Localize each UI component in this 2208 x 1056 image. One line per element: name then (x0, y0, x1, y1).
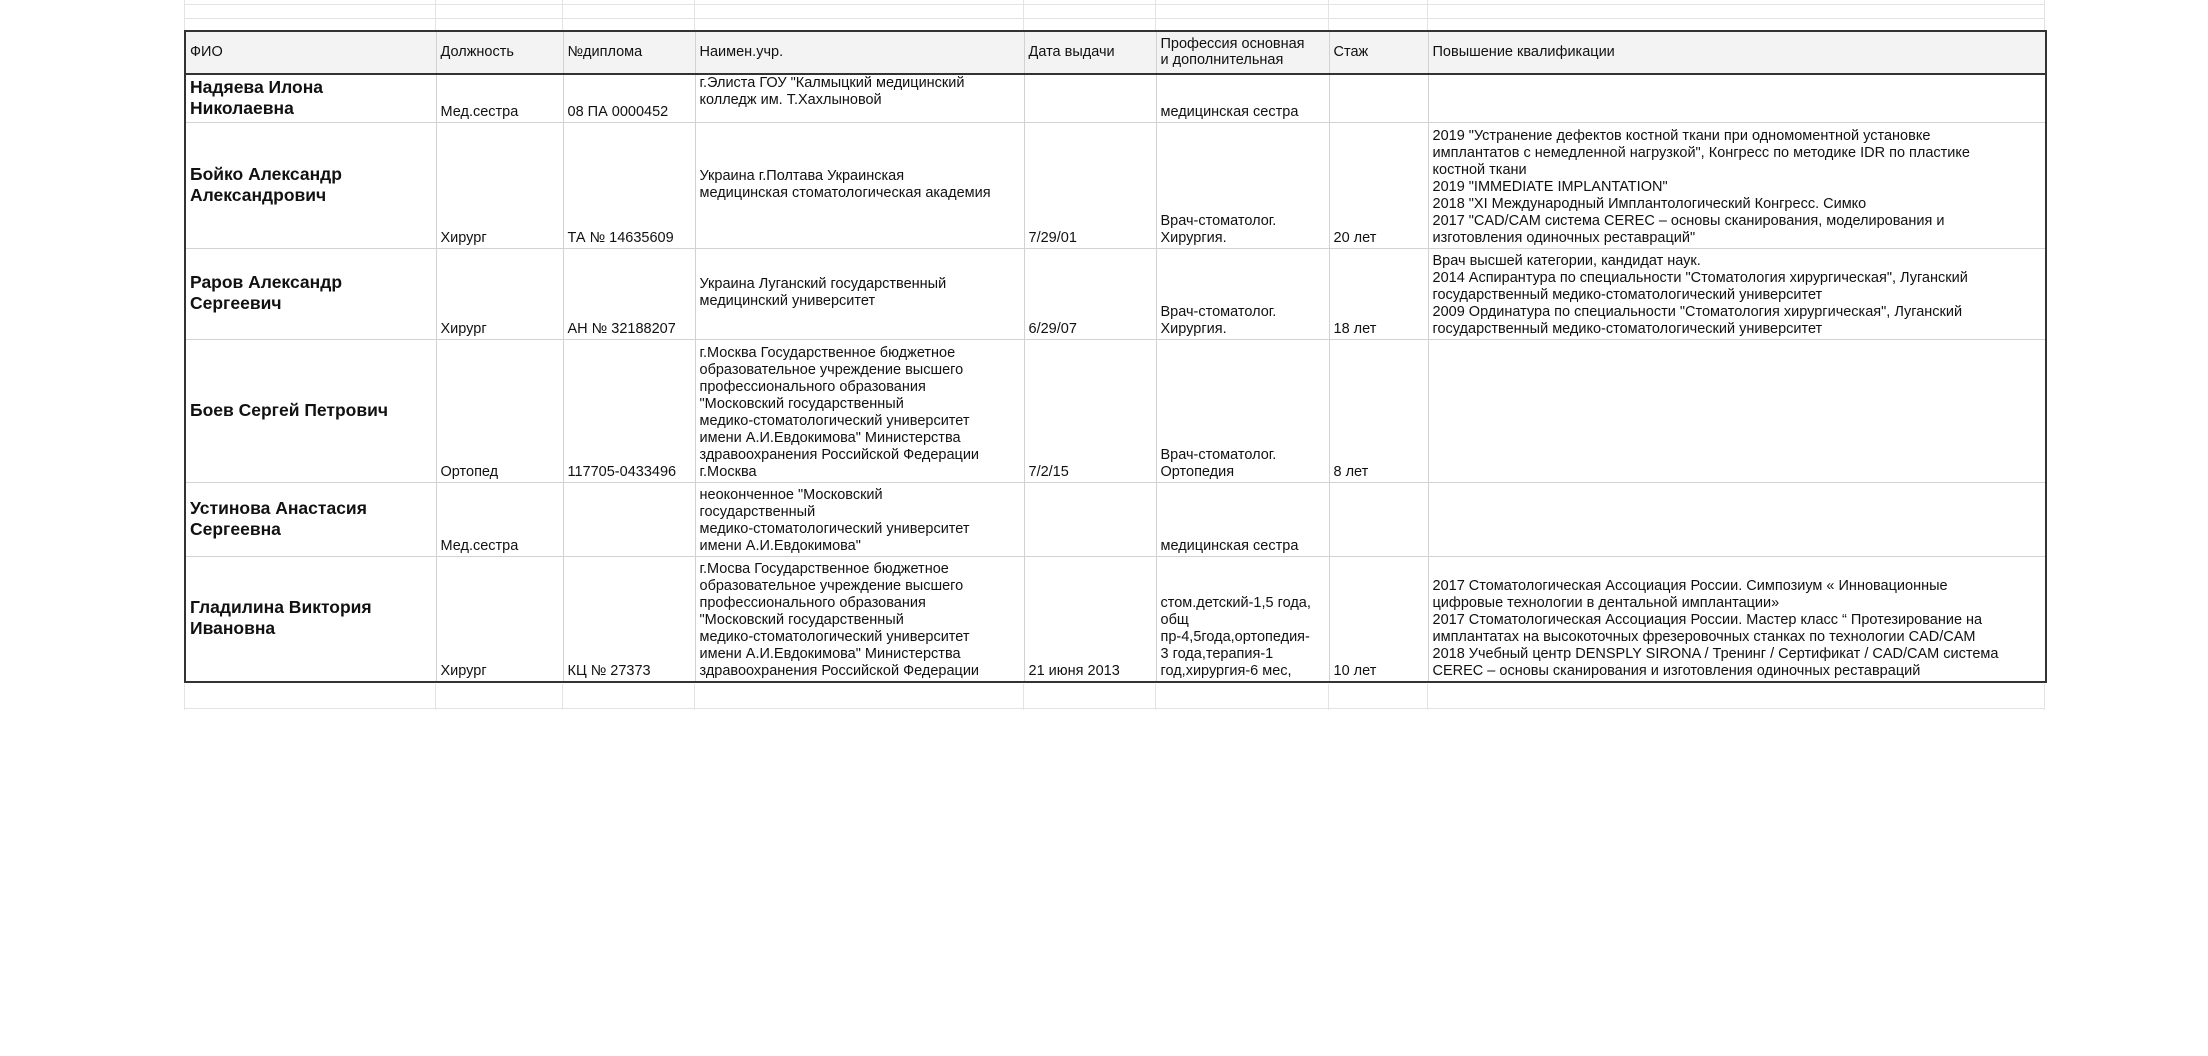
cell-profession[interactable]: стом.детский-1,5 года, общ пр-4,5года,ортопедия- 3 года,терапия-1 год,хирургия-6 мес, (1156, 556, 1329, 682)
column-guide (2044, 684, 2045, 710)
cell-issue-date[interactable] (1024, 74, 1156, 122)
column-guide (694, 684, 695, 710)
cell-diploma[interactable]: КЦ № 27373 (563, 556, 695, 682)
header-diploma[interactable]: №диплома (563, 31, 695, 74)
cell-diploma[interactable]: 08 ПА 0000452 (563, 74, 695, 122)
cell-profession[interactable]: медицинская сестра (1156, 482, 1329, 556)
column-guide (562, 0, 563, 30)
table-row (185, 482, 2046, 556)
column-guide (1328, 0, 1329, 30)
cell-qualification[interactable] (1428, 482, 2046, 556)
cell-diploma[interactable] (563, 482, 695, 556)
cell-qualification[interactable]: 2019 "Устранение дефектов костной ткани при одномоментной установке имплантатов с немедленной нагрузкой", Конгресс по методике IDR по пластике костной ткани 2019 "IMMEDIATE IMPLANTATION" 2018 "XI Международный Имплантологический Конгресс. Симко 2017 "CAD/CAM система CEREC – основы сканирования, моделирования и изготовления одиночных реставраций" (1428, 122, 2046, 248)
cell-qualification[interactable]: 2017 Стоматологическая Ассоциация России. Симпозиум « Инновационные цифровые технологии в дентальной имплантации» 2017 Стоматологическая Ассоциация России. Мастер класс “ Протезирование на имплантатах на высокоточных фрезеровочных станках по технологии CAD/CAM 2018 Учебный центр DENSPLY SIRONA / Тренинг / Сертификат / CAD/CAM система CEREC – основы сканирования и изготовления одиночных реставраций (1428, 556, 2046, 682)
cell-institution[interactable]: Украина Луганский государственный медицинский университет (695, 248, 1024, 339)
cell-diploma[interactable]: АН № 32188207 (563, 248, 695, 339)
staff-table (184, 30, 2047, 683)
cell-position[interactable]: Ортопед (436, 339, 563, 482)
cell-qualification[interactable] (1428, 74, 2046, 122)
cell-experience[interactable] (1329, 482, 1428, 556)
column-guide (184, 684, 185, 710)
cell-position[interactable]: Хирург (436, 556, 563, 682)
cell-issue-date[interactable] (1024, 482, 1156, 556)
cell-position[interactable]: Хирург (436, 248, 563, 339)
cell-institution[interactable]: Украина г.Полтава Украинская медицинская стоматологическая академия (695, 122, 1024, 248)
cell-institution[interactable]: г.Элиста ГОУ "Калмыцкий медицинский колледж им. Т.Хахлыновой (695, 74, 1024, 122)
column-guide (1023, 684, 1024, 710)
column-guide (694, 0, 695, 30)
cell-institution[interactable]: неоконченное "Московский государственный медико-стоматологический университет имени А.И.Евдокимова" (695, 482, 1024, 556)
cell-fio[interactable]: Боев Сергей Петрович (185, 339, 436, 482)
cell-diploma[interactable]: 117705-0433496 (563, 339, 695, 482)
column-guide (2044, 0, 2045, 30)
cell-qualification[interactable] (1428, 339, 2046, 482)
cell-experience[interactable]: 8 лет (1329, 339, 1428, 482)
column-guide (1427, 684, 1428, 710)
cell-fio[interactable]: Бойко Александр Александрович (185, 122, 436, 248)
column-guide (1155, 684, 1156, 710)
cell-fio[interactable]: Надяева Илона Николаевна (185, 74, 436, 122)
cell-position[interactable]: Хирург (436, 122, 563, 248)
cell-position[interactable]: Мед.сестра (436, 74, 563, 122)
cell-profession[interactable]: Врач-стоматолог. Ортопедия (1156, 339, 1329, 482)
table-row (185, 248, 2046, 339)
cell-position[interactable]: Мед.сестра (436, 482, 563, 556)
cell-issue-date[interactable]: 6/29/07 (1024, 248, 1156, 339)
cell-fio[interactable]: Раров Александр Сергеевич (185, 248, 436, 339)
header-experience[interactable]: Стаж (1329, 31, 1428, 74)
column-guide (1155, 0, 1156, 30)
header-fio[interactable]: ФИО (185, 31, 436, 74)
cell-institution[interactable]: г.Москва Государственное бюджетное образовательное учреждение высшего профессионального образования "Московский государственный медико-стоматологический университет имени А.И.Евдокимова" Министерства здравоохранения Российской Федерации г.Москва (695, 339, 1024, 482)
column-guide (1427, 0, 1428, 30)
cell-diploma[interactable]: ТА № 14635609 (563, 122, 695, 248)
cell-profession[interactable]: медицинская сестра (1156, 74, 1329, 122)
cell-issue-date[interactable]: 7/2/15 (1024, 339, 1156, 482)
cell-fio[interactable]: Устинова Анастасия Сергеевна (185, 482, 436, 556)
cell-issue-date[interactable]: 21 июня 2013 (1024, 556, 1156, 682)
header-institution[interactable]: Наимен.учр. (695, 31, 1024, 74)
cell-experience[interactable]: 18 лет (1329, 248, 1428, 339)
column-guide (184, 0, 185, 30)
column-guide (1328, 684, 1329, 710)
table-row (185, 122, 2046, 248)
header-profession[interactable]: Профессия основная и дополнительная (1156, 31, 1329, 74)
cell-issue-date[interactable]: 7/29/01 (1024, 122, 1156, 248)
column-guide (1023, 0, 1024, 30)
header-issue-date[interactable]: Дата выдачи (1024, 31, 1156, 74)
empty-row (184, 4, 2044, 5)
table-row (185, 74, 2046, 122)
empty-row (184, 708, 2044, 709)
cell-qualification[interactable]: Врач высшей категории, кандидат наук. 2014 Аспирантура по специальности "Стоматология хирургическая", Луганский государственный медико-стоматологический университет 2009 Ординатура по специальности "Стоматология хирургическая", Луганский государственный медико-стоматологический университет (1428, 248, 2046, 339)
header-row (185, 31, 2046, 74)
column-guide (435, 0, 436, 30)
cell-experience[interactable]: 20 лет (1329, 122, 1428, 248)
cell-institution[interactable]: г.Мосва Государственное бюджетное образовательное учреждение высшего профессионального образования "Московский государственный медико-стоматологический университет имени А.И.Евдокимова" Министерства здравоохранения Российской Федерации (695, 556, 1024, 682)
header-position[interactable]: Должность (436, 31, 563, 74)
table-row (185, 556, 2046, 682)
cell-experience[interactable]: 10 лет (1329, 556, 1428, 682)
cell-profession[interactable]: Врач-стоматолог. Хирургия. (1156, 122, 1329, 248)
cell-profession[interactable]: Врач-стоматолог. Хирургия. (1156, 248, 1329, 339)
column-guide (435, 684, 436, 710)
cell-experience[interactable] (1329, 74, 1428, 122)
cell-fio[interactable]: Гладилина Виктория Ивановна (185, 556, 436, 682)
header-qualification[interactable]: Повышение квалификации (1428, 31, 2046, 74)
table-row (185, 339, 2046, 482)
empty-row (184, 18, 2044, 19)
column-guide (562, 684, 563, 710)
